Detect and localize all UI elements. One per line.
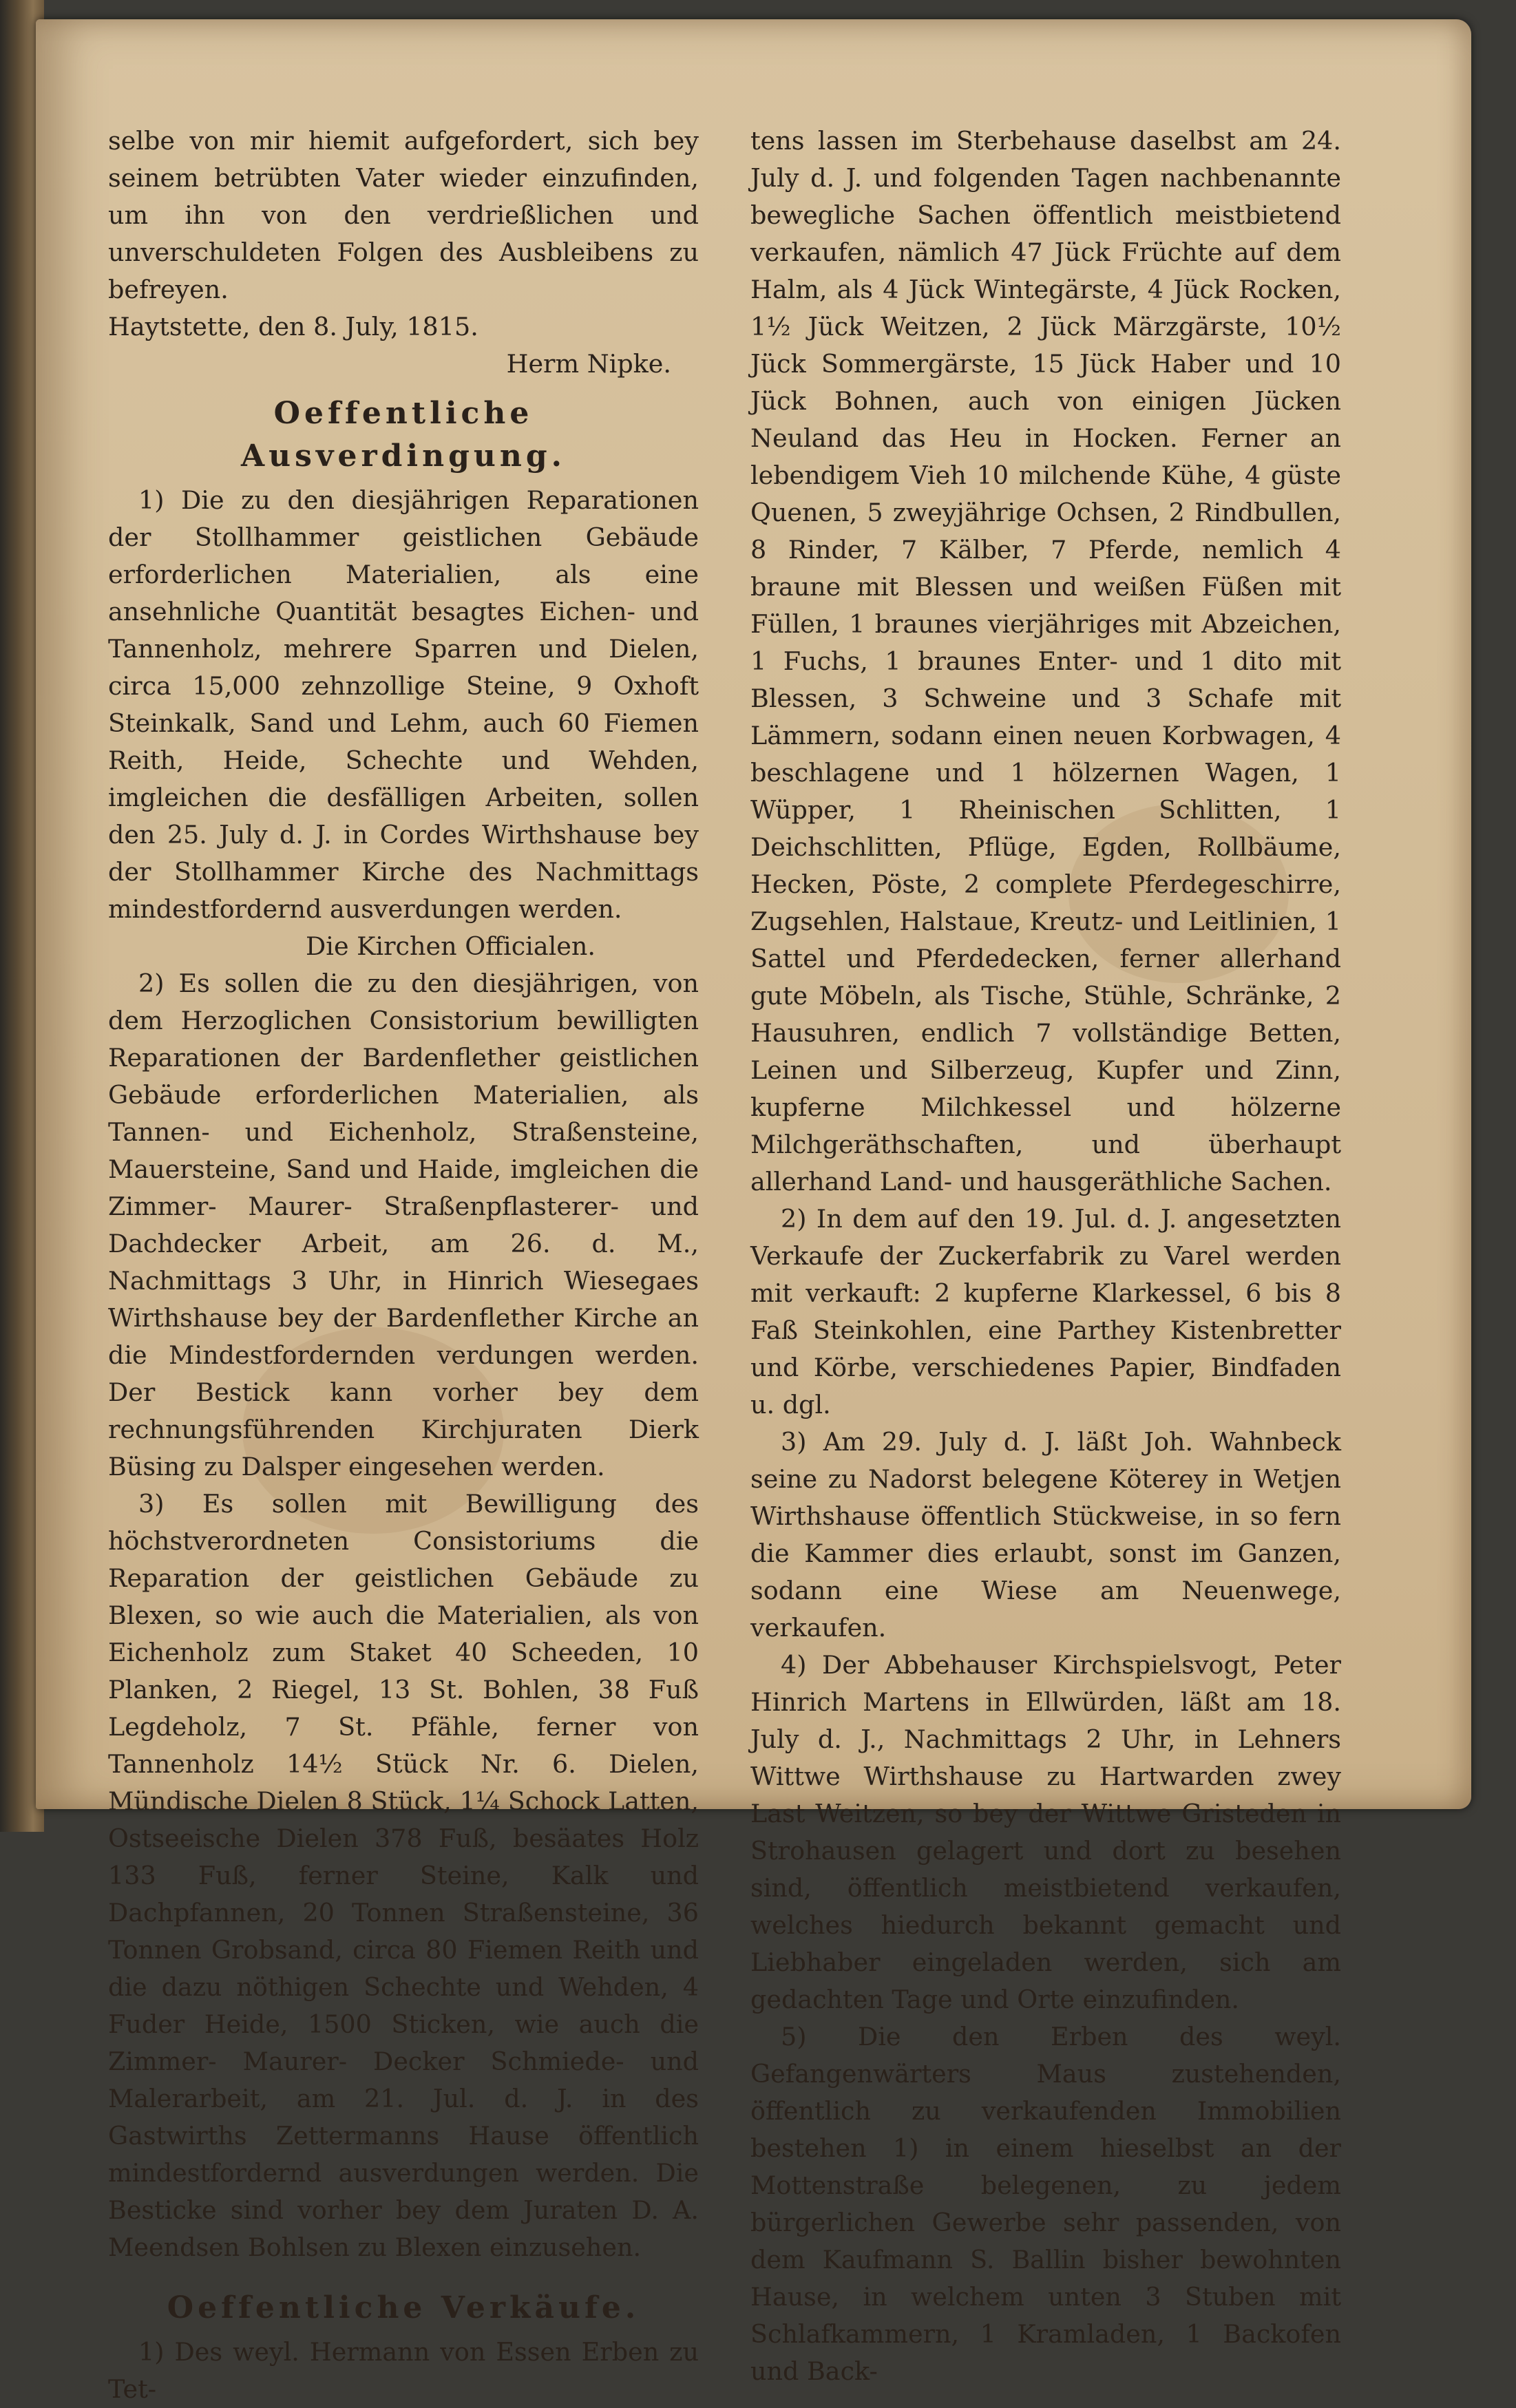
section-heading-verkaeufe: Oeffentliche Verkäufe.	[167, 2290, 640, 2325]
sale-item-4: 4) Der Abbehauser Kirchspielsvogt, Peter Hinrich Martens in Ellwürden, läßt am 18. July d. J., Nachmittags 2 Uhr, in Lehners Wittwe Wirthshause zu Hartwarden zwey Last Weitzen, so bey der Wittwe Gristeden in Strohausen gelagert und dort zu besehen sind, öffentlich meistbietend verkaufen, welches hiedurch bekannt gemacht und Liebhaber eingeladen werden, sich am gedachten Tage und Orte einzufinden.	[750, 1650, 1341, 2014]
sale-item-1-start: 1) Des weyl. Hermann von Essen Erben zu Tet-	[108, 2337, 699, 2404]
sale-item-3: 3) Am 29. July d. J. läßt Joh. Wahnbeck seine zu Nadorst belegene Köterey in Wetjen Wirthshause öffentlich Stückweise, in so fern die Kammer dies erlaubt, sonst im Ganzen, sodann eine Wiese am Neuenwege, verkaufen.	[750, 1427, 1341, 1643]
notice-item-3: 3) Es sollen mit Bewilligung des höchstverordneten Consistoriums die Reparation der geistlichen Gebäude zu Blexen, so wie auch die Materialien, als von Eichenholz zum Staket 40 Scheeden, 10 Planken, 2 Riegel, 13 St. Bohlen, 38 Fuß Legdeholz, 7 St. Pfähle, ferner von Tannenholz 14½ Stück Nr. 6. Dielen, Mündische Dielen 8 Stück, 1¼ Schock Latten, Ostseeische Dielen 378 Fuß, besäates Holz 133 Fuß, ferner Steine, Kalk und Dachpfannen, 20 Tonnen Straßensteine, 36 Tonnen Grobsand, circa 80 Fiemen Reith und die dazu nöthigen Schechte und Wehden, 4 Fuder Heide, 1500 Sticken, wie auch die Zimmer- Maurer- Decker Schmiede- und Malerarbeit, am 21. Jul. d. J. in des Gastwirths Zettermanns Hause öffentlich mindestfordernd ausverdungen werden. Die Besticke sind vorher bey dem Juraten D. A. Meendsen Bohlsen zu Blexen einzusehen.	[108, 1489, 699, 2262]
left-column	[108, 123, 699, 2408]
place-date: Haytstette, den 8. July, 1815.	[108, 312, 478, 341]
newspaper-page	[36, 19, 1471, 2404]
intro-paragraph: selbe von mir hiemit aufgefordert, sich bey seinem betrübten Vater wieder einzufinden, um ihn von den verdrießlichen und unverschuldeten Folgen des Ausbleibens zu befreyen.	[108, 126, 699, 304]
notice-item-1: 1) Die zu den diesjährigen Reparationen der Stollhammer geistlichen Gebäude erforderlichen Materialien, als eine ansehnliche Quantität besagtes Eichen- und Tannenholz, mehrere Sparren und Dielen, circa 15,000 zehnzollige Steine, 9 Oxhoft Steinkalk, Sand und Lehm, auch 60 Fiemen Reith, Heide, Schechte und Wehden, imgleichen die desfälligen Arbeiten, sollen den 25. July d. J. in Cordes Wirthshause bey der Stollhammer Kirche des Nachmittags mindestfordernd ausverdungen werden.	[108, 485, 699, 924]
dateline	[108, 308, 699, 346]
sale-item-1-continued: tens lassen im Sterbehause daselbst am 24. July d. J. und folgenden Tagen nachbenannte bewegliche Sachen öffentlich meistbietend verkaufen, nämlich 47 Jück Früchte auf dem Halm, als 4 Jück Wintegärste, 4 Jück Rocken, 1½ Jück Weitzen, 2 Jück Märzgärste, 10½ Jück Sommergärste, 15 Jück Haber und 10 Jück Bohnen, auch von einigen Jücken Neuland das Heu in Hocken. Ferner an lebendigem Vieh 10 milchende Kühe, 4 güste Quenen, 5 zweyjährige Ochsen, 2 Rindbullen, 8 Rinder, 7 Kälber, 7 Pferde, nemlich 4 braune mit Blessen und weißen Füßen mit Füllen, 1 braunes vierjähriges mit Abzeichen, 1 Fuchs, 1 braunes Enter- und 1 dito mit Blessen, 3 Schweine und 3 Schafe mit Lämmern, sodann einen neuen Korbwagen, 4 beschlagene und 1 hölzernen Wagen, 1 Wüpper, 1 Rheinischen Schlitten, 1 Deichschlitten, Pflüge, Egden, Rollbäume, Hecken, Pöste, 2 complete Pferdegeschirre, Zugsehlen, Halstaue, Kreutz- und Leitlinien, 1 Sattel und Pferdedecken, ferner allerhand gute Möbeln, als Tische, Stühle, Schränke, 2 Hausuhren, endlich 7 vollständige Betten, Leinen und Silberzeug, Kupfer und Zinn, kupferne Milchkessel und hölzerne Milchgeräthschaften, und überhaupt allerhand Land- und hausgeräthliche Sachen.	[750, 126, 1341, 1196]
sale-item-5: 5) Die den Erben des weyl. Gefangenwärters Maus zustehenden, öffentlich zu verkaufenden Immobilien bestehen 1) in einem hieselbst an der Mottenstraße belegenen, zu jedem bürgerlichen Gewerbe sehr passenden, von dem Kaufmann S. Ballin bisher bewohnten Hause, in welchem unten 3 Stuben mit Schlafkammern, 1 Kramladen, 1 Backofen und Back-	[750, 2022, 1341, 2386]
notice-item-2: 2) Es sollen die zu den diesjährigen, von dem Herzoglichen Consistorium bewilligten Reparationen der Bardenflether geistlichen Gebäude erforderlichen Materialien, als Tannen- und Eichenholz, Straßensteine, Mauersteine, Sand und Haide, imgleichen die Zimmer- Maurer- Straßenpflasterer- und Dachdecker Arbeit, am 26. d. M., Nachmittags 3 Uhr, in Hinrich Wiesegaes Wirthshause bey der Bardenflether Kirche an die Mindestfordernden verdungen werden. Der Bestick kann vorher bey dem rechnungsführenden Kirchjuraten Dierk Büsing zu Dalsper eingesehen werden.	[108, 969, 699, 1481]
signature: Herm Nipke.	[506, 349, 671, 379]
notice-signature: Die Kirchen Officialen.	[306, 931, 596, 961]
section-heading-ausverdingung: Oeffentliche Ausverdingung.	[241, 396, 566, 474]
sale-item-2: 2) In dem auf den 19. Jul. d. J. angesetzten Verkaufe der Zuckerfabrik zu Varel werden mit verkauft: 2 kupferne Klarkessel, 6 bis 8 Faß Steinkohlen, eine Parthey Kistenbretter und Körbe, verschiedenes Papier, Bindfaden u. dgl.	[750, 1204, 1341, 1419]
right-column	[750, 123, 1341, 2390]
